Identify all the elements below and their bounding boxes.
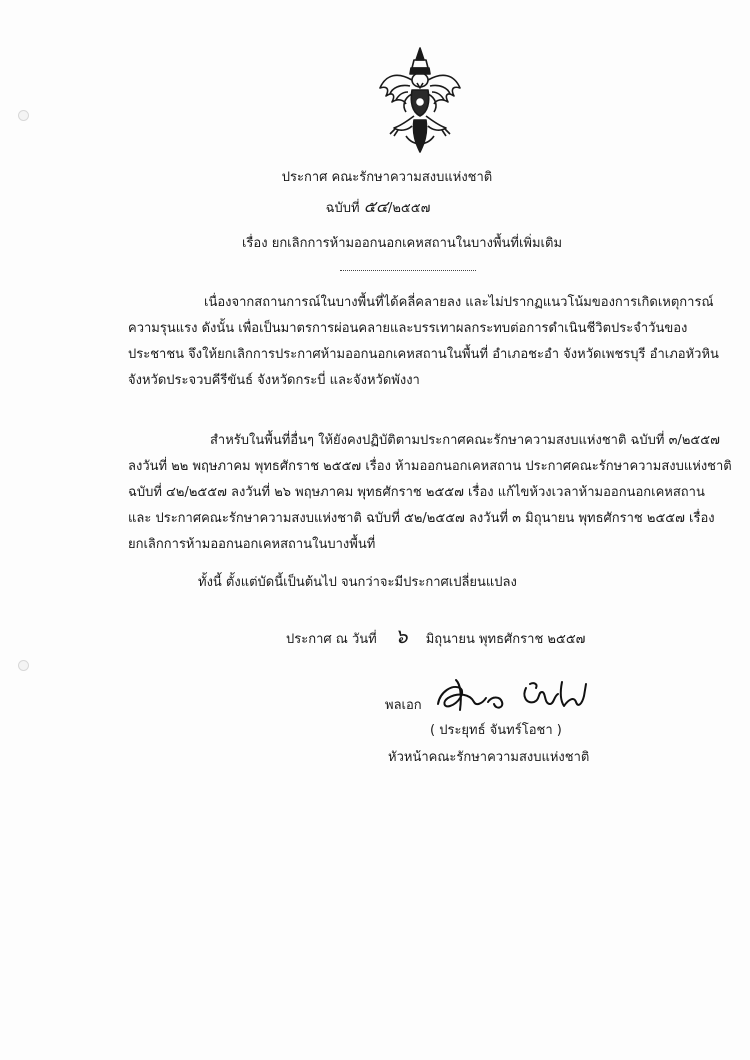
- handwritten-signature: [430, 674, 600, 718]
- paragraph-line: ฉบับที่ ๔๒/๒๕๕๗ ลงวันที่ ๒๖ พฤษภาคม พุทธศักราช ๒๕๕๗ เรื่อง แก้ไขห้วงเวลาห้ามออกนอกเคหสถาน: [128, 485, 705, 500]
- divider-line: [340, 270, 476, 271]
- paragraph-3: [128, 570, 628, 596]
- signatory-name: ( ประยุทธ์ จันทร์โอชา ): [430, 723, 562, 738]
- punch-hole: [18, 110, 29, 121]
- paragraph-line: เนื่องจากสถานการณ์ในบางพื้นที่ได้คลี่คลายลง และไม่ปรากฏแนวโน้มของการเกิดเหตุการณ์: [204, 295, 714, 310]
- paragraph-2: [128, 428, 732, 558]
- number-value: ๕๔: [363, 197, 388, 216]
- paragraph-line: ยกเลิกการห้ามออกนอกเคหสถานในบางพื้นที่: [128, 537, 376, 552]
- signatory-rank: พลเอก: [385, 698, 422, 713]
- announcement-subject: เรื่อง ยกเลิกการห้ามออกนอกเคหสถานในบางพื้นที่เพิ่มเติม: [241, 236, 563, 251]
- dateline-day: ๖: [394, 624, 408, 648]
- number-year: /๒๕๕๗: [387, 201, 431, 216]
- paragraph-line: ทั้งนี้ ตั้งแต่บัดนี้เป็นต้นไป จนกว่าจะมีประกาศเปลี่ยนแปลง: [198, 575, 517, 590]
- signatory-position: หัวหน้าคณะรักษาความสงบแห่งชาติ: [388, 750, 590, 765]
- announcement-number: [3, 195, 750, 220]
- dateline-rest: มิถุนายน พุทธศักราช ๒๕๕๗: [425, 632, 586, 647]
- punch-hole: [18, 660, 29, 671]
- number-prefix: ฉบับที่: [325, 201, 360, 216]
- paragraph-line: สำหรับในพื้นที่อื่นๆ ให้ยังคงปฏิบัติตามประกาศคณะรักษาความสงบแห่งชาติ ฉบับที่ ๓/๒๕๕๗: [210, 433, 720, 448]
- paragraph-line: และ ประกาศคณะรักษาความสงบแห่งชาติ ฉบับที่ ๕๒/๒๕๕๗ ลงวันที่ ๓ มิถุนายน พุทธศักราช ๒๕๕๗ เรื่อง: [128, 511, 715, 526]
- announcement-dateline: [286, 620, 585, 652]
- paragraph-line: ความรุนแรง ดังนั้น เพื่อเป็นมาตรการผ่อนคลายและบรรเทาผลกระทบต่อการดำเนินชีวิตประจำวันของ: [128, 321, 688, 336]
- paragraph-line: ประชาชน จึงให้ยกเลิกการประกาศห้ามออกนอกเคหสถานในพื้นที่ อำเภอชะอำ จังหวัดเพชรบุรี อำเภอหัวหิน: [128, 347, 719, 362]
- paragraph-line: จังหวัดประจวบคีรีขันธ์ จังหวัดกระบี่ และจังหวัดพังงา: [128, 373, 420, 388]
- paragraph-1: [128, 290, 719, 394]
- announcement-title: ประกาศ คณะรักษาความสงบแห่งชาติ: [281, 170, 493, 185]
- paragraph-line: ลงวันที่ ๒๒ พฤษภาคม พุทธศักราช ๒๕๕๗ เรื่อง ห้ามออกนอกเคหสถาน ประกาศคณะรักษาความสงบแห่งชาติ: [128, 459, 732, 474]
- garuda-emblem: [376, 46, 464, 156]
- dateline-prefix: ประกาศ ณ วันที่: [286, 632, 377, 647]
